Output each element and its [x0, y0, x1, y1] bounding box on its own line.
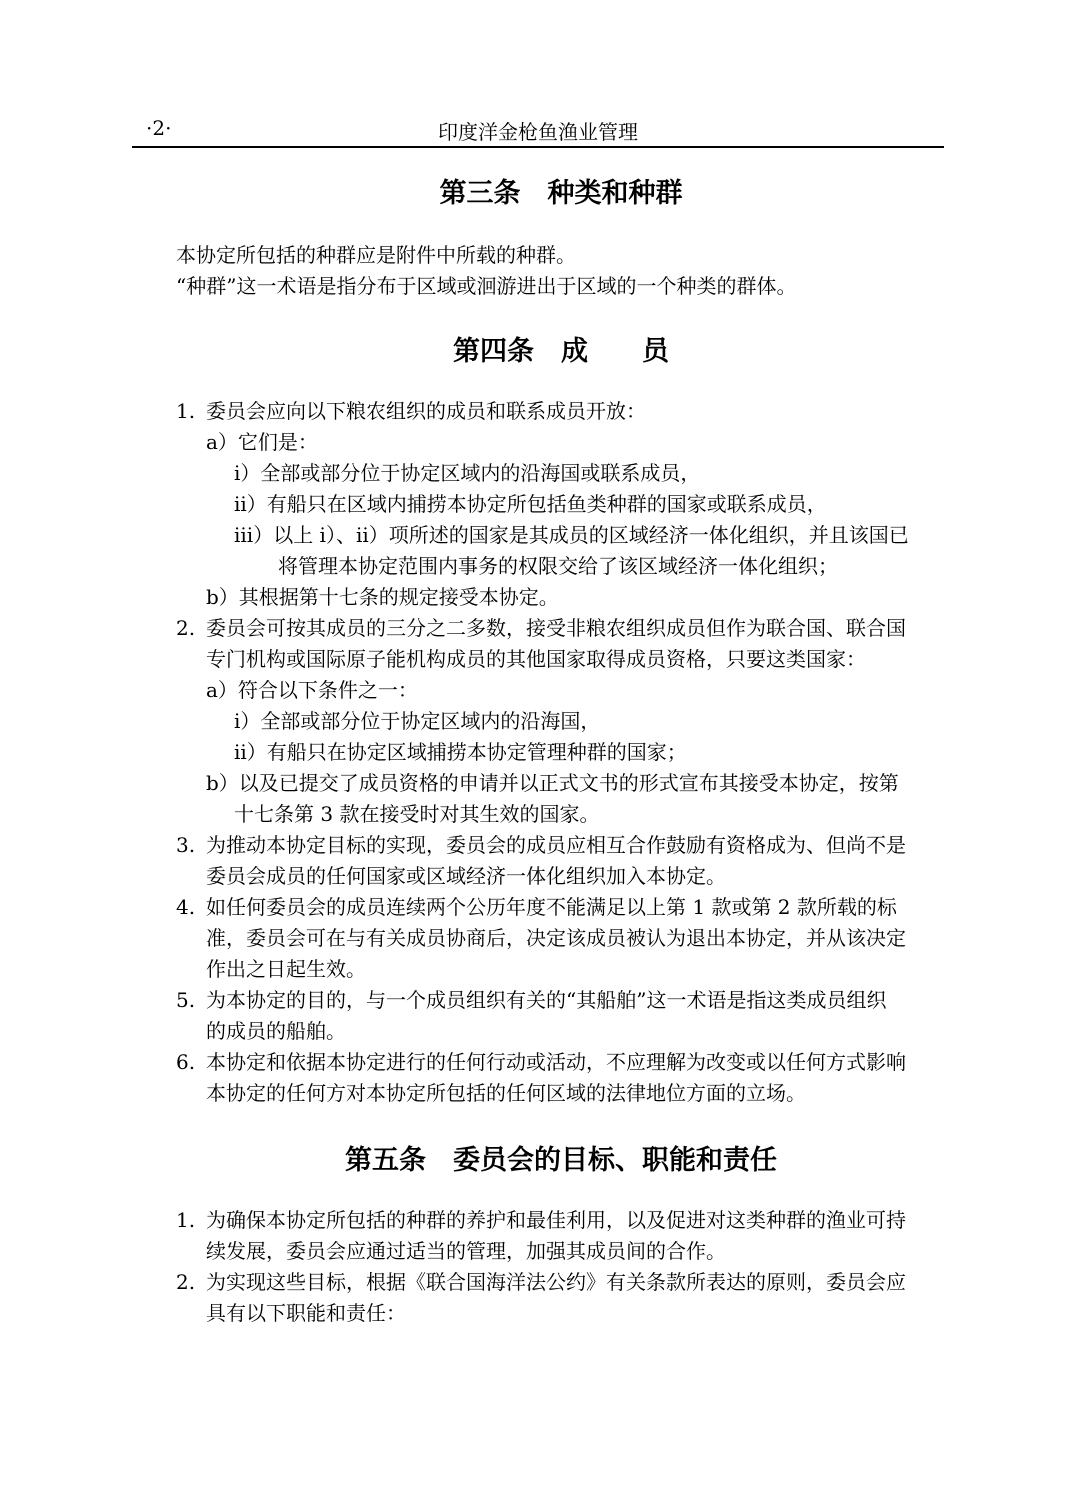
article-4-heading: 第四条 成 员	[453, 336, 669, 367]
item-number: 2.	[176, 1270, 196, 1294]
item-number: 6.	[176, 1050, 196, 1074]
article-4-item-5	[176, 985, 946, 1047]
page-header	[132, 112, 944, 148]
sub-item-iii-line-1: iii）以上 i）、ii）项所述的国家是其成员的区域经济一体化组织，并且该国已	[234, 523, 909, 547]
item-line-1: 为推动本协定目标的实现，委员会的成员应相互合作鼓励有资格成为、但尚不是	[206, 833, 906, 857]
page-content	[176, 176, 946, 1329]
item-number: 5.	[176, 988, 196, 1012]
item-number: 1.	[176, 399, 196, 423]
article-4-item-3	[176, 830, 946, 892]
item-line-2: 的成员的船舶。	[206, 1019, 346, 1043]
item-line-2: 续发展，委员会应通过适当的管理，加强其成员间的合作。	[206, 1239, 726, 1263]
article-5-heading: 第五条 委员会的目标、职能和责任	[345, 1145, 777, 1176]
item-line-2: 具有以下职能和责任：	[206, 1301, 406, 1325]
sub-item-b: b）其根据第十七条的规定接受本协定。	[206, 585, 559, 609]
item-line-1: 委员会可按其成员的三分之二多数，接受非粮农组织成员但作为联合国、联合国	[206, 616, 906, 640]
article-4-item-1	[176, 396, 946, 427]
sub-item-ii: ii）有船只在区域内捕捞本协定所包括鱼类种群的国家或联系成员，	[234, 492, 827, 516]
item-line-1: 如任何委员会的成员连续两个公历年度不能满足以上第 1 款或第 2 款所载的标	[206, 895, 897, 919]
item-line-2: 准，委员会可在与有关成员协商后，决定该成员被认为退出本协定，并从该决定	[206, 926, 906, 950]
article-5-item-1	[176, 1205, 946, 1267]
sub-item-b-line-2: 十七条第 3 款在接受时对其生效的国家。	[234, 802, 600, 826]
article-3-para-1: 本协定所包括的种群应是附件中所载的种群。	[176, 243, 576, 267]
sub-item-a: a）符合以下条件之一：	[206, 678, 418, 702]
article-4-item-2	[176, 613, 946, 675]
item-line-2: 本协定的任何方对本协定所包括的任何区域的法律地位方面的立场。	[206, 1081, 806, 1105]
page-number: ·2·	[146, 116, 172, 140]
item-text: 委员会应向以下粮农组织的成员和联系成员开放：	[206, 399, 646, 423]
sub-item-i: i）全部或部分位于协定区域内的沿海国或联系成员，	[234, 461, 701, 485]
sub-item-ii: ii）有船只在协定区域捕捞本协定管理种群的国家；	[234, 740, 687, 764]
item-number: 1.	[176, 1208, 196, 1232]
article-4-item-4	[176, 892, 946, 985]
item-line-2: 专门机构或国际原子能机构成员的其他国家取得成员资格，只要这类国家：	[206, 647, 866, 671]
item-line-3: 作出之日起生效。	[206, 957, 366, 981]
sub-item-i: i）全部或部分位于协定区域内的沿海国，	[234, 709, 601, 733]
sub-item-a: a）它们是：	[206, 430, 318, 454]
item-line-2: 委员会成员的任何国家或区域经济一体化组织加入本协定。	[206, 864, 726, 888]
sub-item-iii-line-2: 将管理本协定范围内事务的权限交给了该区域经济一体化组织；	[278, 554, 838, 578]
item-number: 2.	[176, 616, 196, 640]
sub-item-b-line-1: b）以及已提交了成员资格的申请并以正式文书的形式宣布其接受本协定，按第	[206, 771, 899, 795]
item-line-1: 为实现这些目标，根据《联合国海洋法公约》有关条款所表达的原则，委员会应	[206, 1270, 906, 1294]
running-title: 印度洋金枪鱼渔业管理	[438, 120, 638, 144]
item-number: 3.	[176, 833, 196, 857]
item-line-1: 为确保本协定所包括的种群的养护和最佳利用，以及促进对这类种群的渔业可持	[206, 1208, 906, 1232]
article-5-item-2	[176, 1267, 946, 1329]
article-4-item-6	[176, 1047, 946, 1109]
item-line-1: 为本协定的目的，与一个成员组织有关的“其船舶”这一术语是指这类成员组织	[206, 988, 887, 1012]
item-line-1: 本协定和依据本协定进行的任何行动或活动，不应理解为改变或以任何方式影响	[206, 1050, 906, 1074]
article-3-heading: 第三条 种类和种群	[439, 178, 683, 209]
article-3-para-2: “种群”这一术语是指分布于区域或洄游进出于区域的一个种类的群体。	[176, 274, 797, 298]
item-number: 4.	[176, 895, 196, 919]
